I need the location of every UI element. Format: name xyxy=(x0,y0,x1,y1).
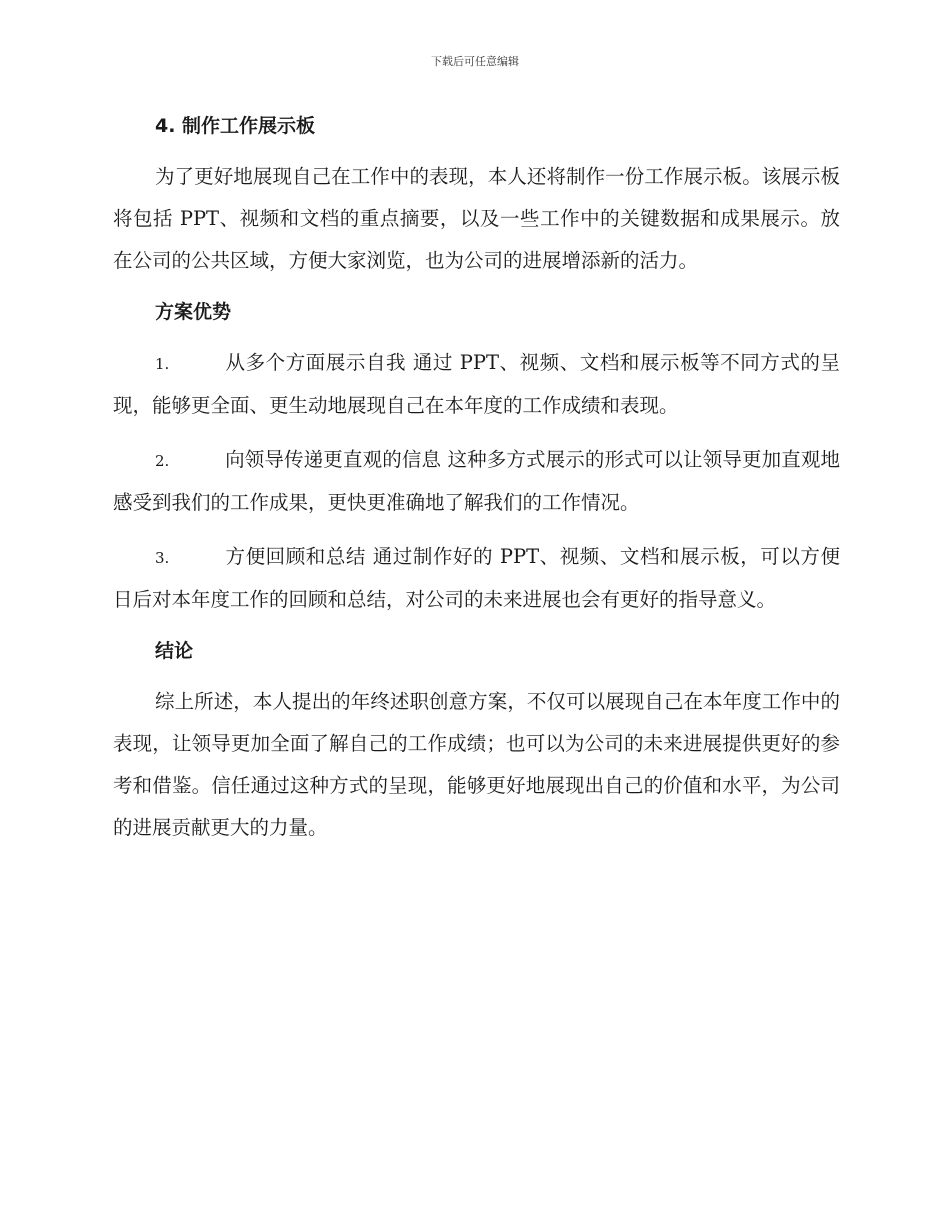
list-item xyxy=(113,536,840,621)
paragraph-conclusion: 综上所述，本人提出的年终述职创意方案，不仅可以展现自己在本年度工作中的表现，让领导更加全面了解自己的工作成绩；也可以为公司的未来进展提供更好的参考和借鉴。信任通过这种方式的呈现，能够更好地展现出自己的价值和水平，为公司的进展贡献更大的力量。 xyxy=(113,690,840,839)
document-content xyxy=(113,110,840,849)
section-heading-advantages: 方案优势 xyxy=(155,301,232,323)
paragraph-display-board: 为了更好地展现自己在工作中的表现，本人还将制作一份工作展示板。该展示板将包括 PPT、视频和文档的重点摘要，以及一些工作中的关键数据和成果展示。放在公司的公共区域，方便大家浏览，也为公司的进展增添新的活力。 xyxy=(113,165,840,272)
list-item-text: 向领导传递更直观的信息 这种多方式展示的形式可以让领导更加直观地感受到我们的工作成果，更快更准确地了解我们的工作情况。 xyxy=(113,448,840,514)
list-item-text: 从多个方面展示自我 通过 PPT、视频、文档和展示板等不同方式的呈现，能够更全面、更生动地展现自己在本年度的工作成绩和表现。 xyxy=(113,351,840,417)
list-item xyxy=(113,342,840,427)
list-item-number: 2. xyxy=(155,452,170,470)
list-item-text: 方便回顾和总结 通过制作好的 PPT、视频、文档和展示板，可以方便日后对本年度工作的回顾和总结，对公司的未来进展也会有更好的指导意义。 xyxy=(113,545,840,611)
page-header: 下载后可任意编辑 xyxy=(431,55,519,68)
section-heading-conclusion: 结论 xyxy=(155,640,194,662)
list-item-number: 1. xyxy=(155,355,170,373)
section-heading-display-board: 4. 制作工作展示板 xyxy=(155,115,316,137)
list-item-number: 3. xyxy=(155,549,170,567)
list-item xyxy=(113,439,840,524)
